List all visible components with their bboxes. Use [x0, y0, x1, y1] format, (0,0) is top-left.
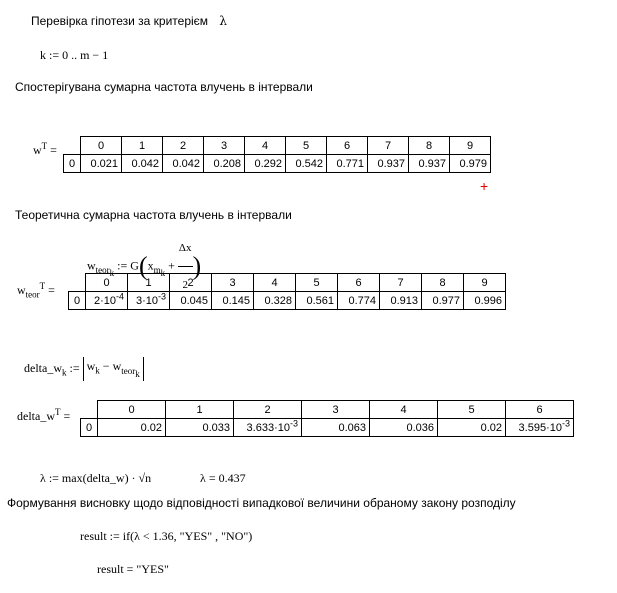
column-header: 4 [370, 401, 438, 419]
column-header: 2 [234, 401, 302, 419]
cell-exponent: -3 [289, 417, 298, 428]
conclusion-label: Формування висновку щодо відповідності випадкової величини обраному закону розподілу [7, 496, 516, 510]
k-subscript: k [160, 267, 166, 278]
column-header: 9 [464, 274, 506, 292]
transpose-superscript: T [39, 281, 46, 291]
row-index: 0 [81, 419, 98, 437]
corner-cell [64, 137, 81, 155]
delta-table [80, 400, 574, 437]
column-header: 4 [254, 274, 296, 292]
w-symbol: w [87, 258, 96, 273]
table-cell: 0.937 [368, 155, 409, 173]
table-cell [506, 419, 574, 437]
row-index: 0 [69, 292, 86, 310]
w-table [63, 136, 491, 173]
column-header: 6 [327, 137, 368, 155]
transpose-superscript: T [55, 407, 61, 417]
cell-exponent: -3 [157, 290, 166, 301]
theoretical-frequency-label: Теоретична сумарна частота влучень в інтервали [15, 208, 292, 222]
column-header: 9 [450, 137, 491, 155]
table-header-row [81, 401, 574, 419]
x-symbol: x [147, 258, 154, 273]
lambda-symbol: λ [219, 14, 227, 28]
equals-sign: = [63, 409, 71, 423]
equals-sign: = [50, 143, 57, 157]
table-cell: 0.02 [98, 419, 166, 437]
page-title [31, 14, 227, 28]
column-header: 4 [245, 137, 286, 155]
table-header-row [69, 274, 506, 292]
table-cell: 0.771 [327, 155, 368, 173]
assign-operator: := [117, 258, 128, 273]
column-header: 8 [409, 137, 450, 155]
table-cell: 0.292 [245, 155, 286, 173]
fraction-numerator: Δx [178, 230, 193, 267]
table-cell: 0.02 [438, 419, 506, 437]
result-definition: result := if(λ < 1.36, "YES" , "NO") [80, 529, 253, 543]
teor-subscript: teor [25, 289, 40, 300]
column-header: 1 [128, 274, 170, 292]
column-header: 8 [422, 274, 464, 292]
column-header: 0 [86, 274, 128, 292]
w-transpose-label [33, 143, 57, 158]
wteor-definition [87, 230, 202, 291]
column-header: 3 [204, 137, 245, 155]
k-subscript: k [135, 368, 140, 379]
g-function: G [130, 258, 139, 273]
observed-frequency-label: Спостерігувана сумарна частота влучень в інтервали [15, 80, 313, 94]
teor-subscript: teor [95, 264, 110, 275]
table-cell: 0.145 [212, 292, 254, 310]
table-cell: 0.033 [166, 419, 234, 437]
table-cell: 0.042 [163, 155, 204, 173]
delta-symbol: delta_w [17, 409, 55, 423]
teor-subscript: teor [121, 365, 136, 376]
row-index: 0 [64, 155, 81, 173]
cell-mantissa: 2·10 [93, 294, 116, 307]
result-value: result = "YES" [97, 562, 169, 576]
table-cell: 0.036 [370, 419, 438, 437]
table-cell: 0.328 [254, 292, 296, 310]
table-cell [86, 292, 128, 310]
close-paren: ) [192, 251, 202, 281]
table-header-row [64, 137, 491, 155]
insertion-cursor-icon: + [480, 178, 489, 194]
transpose-superscript: T [41, 141, 48, 151]
plus-operator: + [168, 258, 175, 273]
column-header: 3 [212, 274, 254, 292]
w-symbol: w [33, 143, 42, 157]
open-paren: ( [138, 251, 148, 281]
cell-exponent: -3 [561, 417, 570, 428]
table-row [64, 155, 491, 173]
equals-sign: = [48, 283, 55, 297]
column-header: 1 [122, 137, 163, 155]
table-cell: 0.979 [450, 155, 491, 173]
table-cell: 0.977 [422, 292, 464, 310]
k-subscript: k [95, 365, 100, 376]
cell-mantissa: 3.633·10 [246, 421, 290, 434]
w-symbol: w [17, 283, 26, 297]
delta-definition [24, 356, 144, 381]
cell-mantissa: 3·10 [135, 294, 158, 307]
cell-exponent: -4 [115, 290, 124, 301]
w-symbol: w [86, 359, 96, 374]
wteor-table [68, 273, 506, 310]
w-symbol: w [112, 359, 122, 374]
k-range-definition: k := 0 .. m − 1 [40, 48, 109, 62]
column-header: 5 [286, 137, 327, 155]
column-header: 2 [170, 274, 212, 292]
table-cell: 0.542 [286, 155, 327, 173]
table-cell: 0.937 [409, 155, 450, 173]
table-cell: 0.208 [204, 155, 245, 173]
table-cell: 0.021 [81, 155, 122, 173]
m-subscript: m [153, 264, 161, 275]
wteor-transpose-label [17, 283, 55, 298]
table-cell: 0.045 [170, 292, 212, 310]
column-header: 7 [368, 137, 409, 155]
table-cell: 0.913 [380, 292, 422, 310]
column-header: 5 [296, 274, 338, 292]
absolute-value [83, 357, 144, 381]
column-header: 0 [81, 137, 122, 155]
minus-operator: − [102, 359, 110, 374]
table-cell: 0.561 [296, 292, 338, 310]
column-header: 5 [438, 401, 506, 419]
table-cell: 0.774 [338, 292, 380, 310]
column-header: 6 [506, 401, 574, 419]
column-header: 0 [98, 401, 166, 419]
title-text: Перевірка гіпотези за критерієм [31, 14, 209, 28]
table-cell [128, 292, 170, 310]
table-row [69, 292, 506, 310]
lambda-result: λ = 0.437 [200, 471, 246, 485]
corner-cell [69, 274, 86, 292]
column-header: 7 [380, 274, 422, 292]
table-cell: 0.063 [302, 419, 370, 437]
assign-operator: := [69, 361, 80, 375]
column-header: 3 [302, 401, 370, 419]
k-subscript: k [62, 367, 67, 378]
k-subscript: k [109, 267, 115, 278]
column-header: 1 [166, 401, 234, 419]
table-row [81, 419, 574, 437]
cell-mantissa: 3.595·10 [518, 421, 562, 434]
delta-transpose-label [17, 409, 70, 424]
column-header: 6 [338, 274, 380, 292]
table-cell: 0.996 [464, 292, 506, 310]
delta-symbol: delta_w [24, 361, 62, 375]
table-cell: 0.042 [122, 155, 163, 173]
table-cell [234, 419, 302, 437]
column-header: 2 [163, 137, 204, 155]
lambda-definition: λ := max(delta_w) · √n [40, 471, 152, 485]
fraction-denominator: 2 [182, 279, 188, 291]
corner-cell [81, 401, 98, 419]
